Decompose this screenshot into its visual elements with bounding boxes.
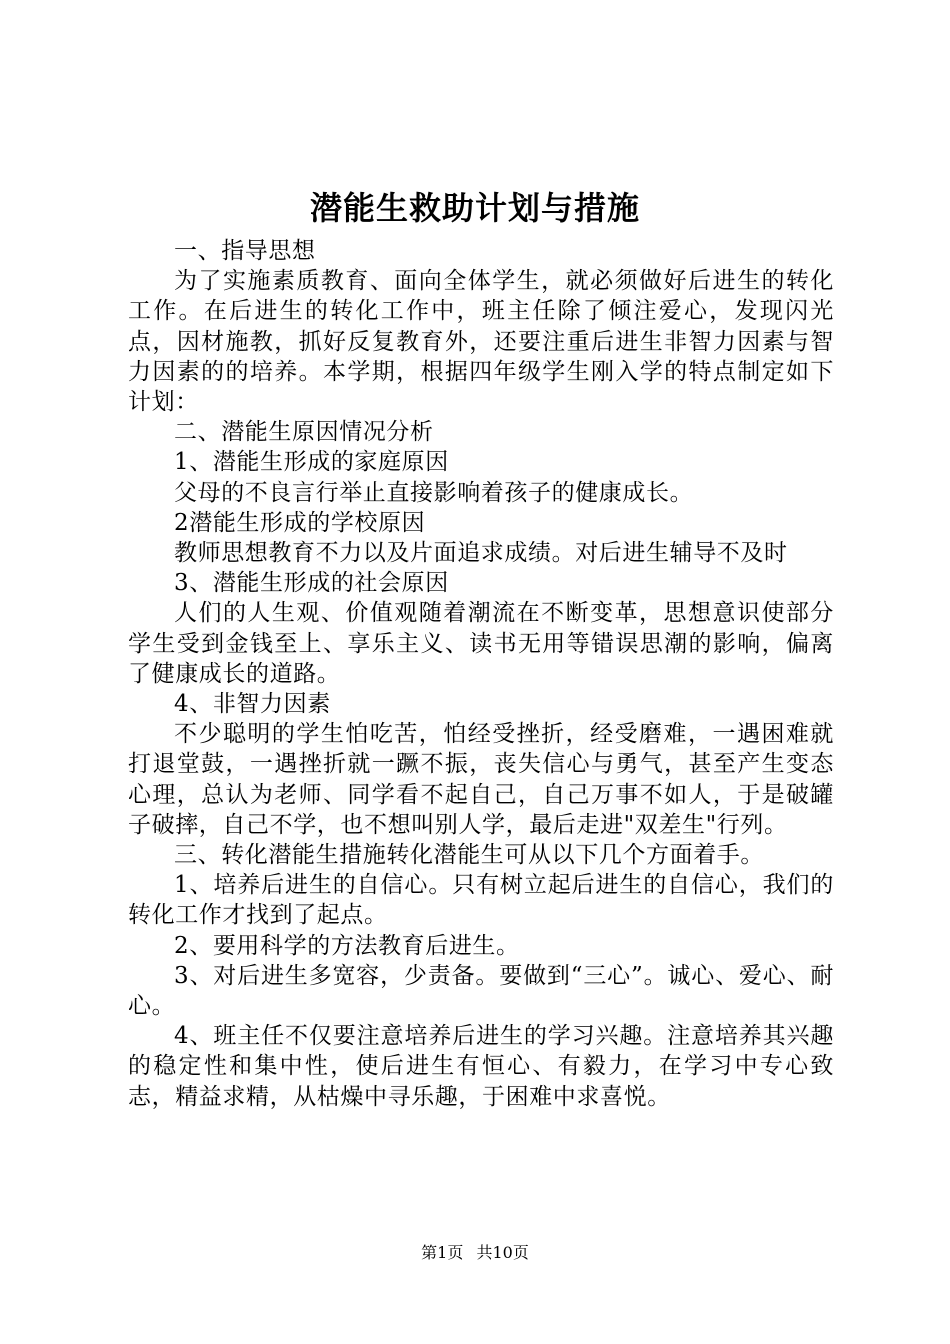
paragraph: 教师思想教育不力以及片面追求成绩。对后进生辅导不及时	[174, 540, 788, 567]
document-title: 潜能生救助计划与措施	[309, 189, 640, 227]
paragraph: 4、班主任不仅要注意培养后进生的学习兴趣。注意培养其兴趣的稳定性和集中性，使后进生有恒心、有毅力，在学习中专心致志，精益求精，从枯燥中寻乐趣，于困难中求喜悦。	[128, 1023, 834, 1110]
page-total: 共10页	[476, 1243, 529, 1262]
page-footer	[0, 1243, 950, 1263]
paragraph-subheading: 4、非智力因素	[174, 691, 331, 718]
document-body	[128, 236, 834, 1112]
paragraph: 1、培养后进生的自信心。只有树立起后进生的自信心，我们的转化工作才找到了起点。	[128, 872, 834, 929]
paragraph-heading-3: 三、转化潜能生措施转化潜能生可从以下几个方面着手。	[174, 842, 764, 869]
paragraph-subheading: 3、潜能生形成的社会原因	[174, 570, 449, 597]
paragraph: 人们的人生观、价值观随着潮流在不断变革，思想意识使部分学生受到金钱至上、享乐主义、读书无用等错误思潮的影响，偏离了健康成长的道路。	[128, 600, 834, 687]
page-number: 第1页	[421, 1243, 464, 1262]
paragraph: 父母的不良言行举止直接影响着孩子的健康成长。	[174, 479, 694, 506]
paragraph: 2、要用科学的方法教育后进生。	[174, 932, 520, 959]
paragraph: 不少聪明的学生怕吃苦，怕经受挫折，经受磨难，一遇困难就打退堂鼓，一遇挫折就一蹶不振，丧失信心与勇气，甚至产生变态心理，总认为老师、同学看不起自己，自己万事不如人，于是破罐子破摔，自己不学，也不想叫别人学，最后走进"双差生"行列。	[128, 721, 834, 838]
paragraph: 为了实施素质教育、面向全体学生，就必须做好后进生的转化工作。在后进生的转化工作中，班主任除了倾注爱心，发现闪光点，因材施教，抓好反复教育外，还要注重后进生非智力因素与智力因素的的培养。本学期，根据四年级学生刚入学的特点制定如下计划：	[128, 268, 834, 416]
paragraph-subheading: 1、潜能生形成的家庭原因	[174, 449, 449, 476]
paragraph-subheading: 2潜能生形成的学校原因	[174, 509, 426, 536]
paragraph-heading-1: 一、指导思想	[174, 238, 316, 264]
paragraph: 3、对后进生多宽容，少责备。要做到“三心”。诚心、爱心、耐心。	[128, 962, 834, 1020]
paragraph-heading-2: 二、潜能生原因情况分析	[174, 419, 434, 446]
